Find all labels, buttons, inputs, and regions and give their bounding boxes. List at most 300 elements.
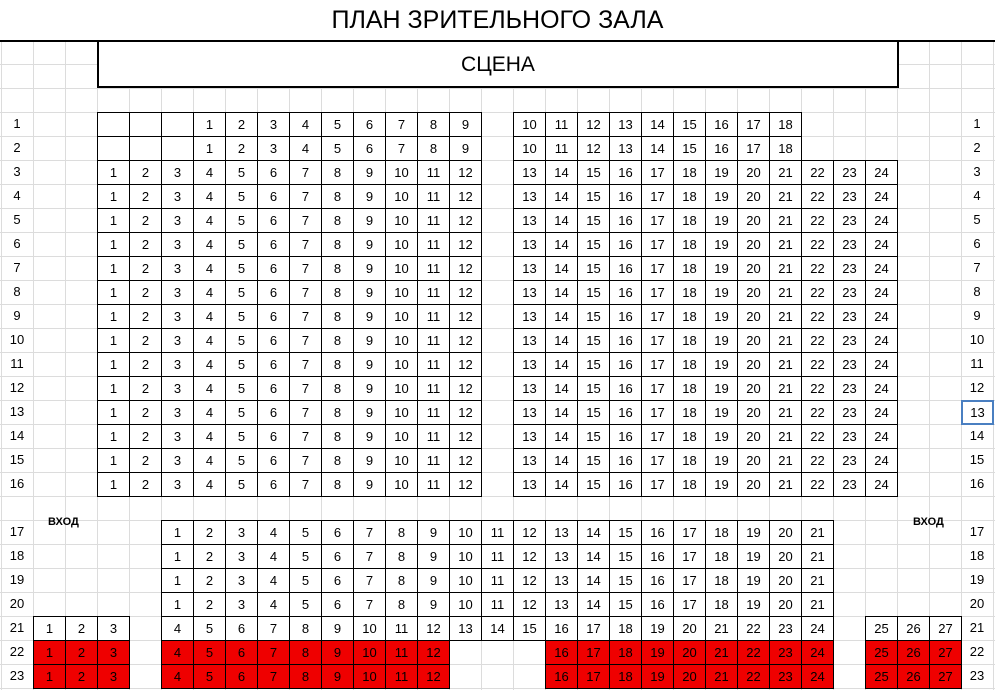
seat-r13-16[interactable]: 16 [609,400,642,425]
seat-r15-20[interactable]: 20 [737,448,770,473]
seat-r9-1[interactable]: 1 [97,304,130,329]
seat-r21-8[interactable]: 8 [289,616,322,641]
seat-r16-10[interactable]: 10 [385,472,418,497]
seat-r1-3[interactable]: 3 [257,112,290,137]
seat-r6-19[interactable]: 19 [705,232,738,257]
seat-r7-8[interactable]: 8 [321,256,354,281]
seat-r17-8[interactable]: 8 [385,520,418,545]
seat-r7-6[interactable]: 6 [257,256,290,281]
seat-r19-20[interactable]: 20 [769,568,802,593]
seat-r8-24[interactable]: 24 [865,280,898,305]
seat-r20-16[interactable]: 16 [641,592,674,617]
seat-r14-8[interactable]: 8 [321,424,354,449]
seat-r12-18[interactable]: 18 [673,376,706,401]
seat-r4-7[interactable]: 7 [289,184,322,209]
seat-r3-15[interactable]: 15 [577,160,610,185]
seat-r18-16[interactable]: 16 [641,544,674,569]
seat-r18-15[interactable]: 15 [609,544,642,569]
seat-r1-5[interactable]: 5 [321,112,354,137]
seat-r6-4[interactable]: 4 [193,232,226,257]
seat-r10-9[interactable]: 9 [353,328,386,353]
seat-r12-15[interactable]: 15 [577,376,610,401]
seat-r11-21[interactable]: 21 [769,352,802,377]
seat-r7-5[interactable]: 5 [225,256,258,281]
seat-r6-24[interactable]: 24 [865,232,898,257]
seat-r15-13[interactable]: 13 [513,448,546,473]
seat-r6-16[interactable]: 16 [609,232,642,257]
seat-r15-19[interactable]: 19 [705,448,738,473]
seat-r16-18[interactable]: 18 [673,472,706,497]
seat-r16-2[interactable]: 2 [129,472,162,497]
seat-r7-24[interactable]: 24 [865,256,898,281]
seat-r5-9[interactable]: 9 [353,208,386,233]
seat-r6-15[interactable]: 15 [577,232,610,257]
seat-r4-14[interactable]: 14 [545,184,578,209]
seat-r22-16[interactable]: 16 [545,640,578,665]
seat-r11-4[interactable]: 4 [193,352,226,377]
seat-r17-12[interactable]: 12 [513,520,546,545]
seat-r18-9[interactable]: 9 [417,544,450,569]
seat-r1-6[interactable]: 6 [353,112,386,137]
seat-r10-8[interactable]: 8 [321,328,354,353]
seat-r10-17[interactable]: 17 [641,328,674,353]
seat-r19-8[interactable]: 8 [385,568,418,593]
seat-r13-20[interactable]: 20 [737,400,770,425]
seat-r22-17[interactable]: 17 [577,640,610,665]
seat-r11-22[interactable]: 22 [801,352,834,377]
seat-r15-15[interactable]: 15 [577,448,610,473]
seat-r7-3[interactable]: 3 [161,256,194,281]
seat-r15-4[interactable]: 4 [193,448,226,473]
seat-r14-18[interactable]: 18 [673,424,706,449]
seat-r10-6[interactable]: 6 [257,328,290,353]
seat-r8-4[interactable]: 4 [193,280,226,305]
seat-r8-21[interactable]: 21 [769,280,802,305]
seat-r4-5[interactable]: 5 [225,184,258,209]
seat-r21-2[interactable]: 2 [65,616,98,641]
seat-r21-7[interactable]: 7 [257,616,290,641]
seat-r2-1[interactable]: 1 [193,136,226,161]
seat-r22-7[interactable]: 7 [257,640,290,665]
seat-r10-7[interactable]: 7 [289,328,322,353]
seat-r21-23[interactable]: 23 [769,616,802,641]
seat-r6-11[interactable]: 11 [417,232,450,257]
seat-r4-3[interactable]: 3 [161,184,194,209]
seat-r19-10[interactable]: 10 [449,568,482,593]
seat-r12-5[interactable]: 5 [225,376,258,401]
seat-r6-10[interactable]: 10 [385,232,418,257]
seat-r13-2[interactable]: 2 [129,400,162,425]
seat-r20-20[interactable]: 20 [769,592,802,617]
seat-r1-10[interactable]: 10 [513,112,546,137]
seat-r10-18[interactable]: 18 [673,328,706,353]
seat-r1-16[interactable]: 16 [705,112,738,137]
seat-r5-15[interactable]: 15 [577,208,610,233]
seat-r17-11[interactable]: 11 [481,520,514,545]
seat-r20-15[interactable]: 15 [609,592,642,617]
seat-r14-3[interactable]: 3 [161,424,194,449]
seat-r15-23[interactable]: 23 [833,448,866,473]
seat-r15-22[interactable]: 22 [801,448,834,473]
seat-r4-17[interactable]: 17 [641,184,674,209]
seat-r22-26[interactable]: 26 [897,640,930,665]
seat-r15-16[interactable]: 16 [609,448,642,473]
seat-r2-10[interactable]: 10 [513,136,546,161]
seat-r9-9[interactable]: 9 [353,304,386,329]
seat-r22-23[interactable]: 23 [769,640,802,665]
seat-r9-22[interactable]: 22 [801,304,834,329]
seat-r20-13[interactable]: 13 [545,592,578,617]
seat-r11-13[interactable]: 13 [513,352,546,377]
seat-r2-13[interactable]: 13 [609,136,642,161]
seat-r18-18[interactable]: 18 [705,544,738,569]
seat-r9-16[interactable]: 16 [609,304,642,329]
seat-r21-19[interactable]: 19 [641,616,674,641]
seat-r11-2[interactable]: 2 [129,352,162,377]
seat-r22-2[interactable]: 2 [65,640,98,665]
seat-r8-7[interactable]: 7 [289,280,322,305]
seat-r4-4[interactable]: 4 [193,184,226,209]
seat-r7-21[interactable]: 21 [769,256,802,281]
seat-r11-19[interactable]: 19 [705,352,738,377]
seat-r6-1[interactable]: 1 [97,232,130,257]
seat-r20-21[interactable]: 21 [801,592,834,617]
seat-r23-1[interactable]: 1 [33,664,66,689]
seat-r11-24[interactable]: 24 [865,352,898,377]
seat-r14-4[interactable]: 4 [193,424,226,449]
seat-r11-17[interactable]: 17 [641,352,674,377]
seat-r12-2[interactable]: 2 [129,376,162,401]
seat-r11-7[interactable]: 7 [289,352,322,377]
seat-r18-10[interactable]: 10 [449,544,482,569]
seat-r23-4[interactable]: 4 [161,664,194,689]
seat-r1-12[interactable]: 12 [577,112,610,137]
seat-r14-15[interactable]: 15 [577,424,610,449]
seat-r7-19[interactable]: 19 [705,256,738,281]
seat-r16-16[interactable]: 16 [609,472,642,497]
seat-r11-12[interactable]: 12 [449,352,482,377]
seat-r10-14[interactable]: 14 [545,328,578,353]
seat-r1-4[interactable]: 4 [289,112,322,137]
seat-r8-19[interactable]: 19 [705,280,738,305]
seat-r6-7[interactable]: 7 [289,232,322,257]
seat-r17-14[interactable]: 14 [577,520,610,545]
seat-r7-14[interactable]: 14 [545,256,578,281]
seat-r20-9[interactable]: 9 [417,592,450,617]
seat-r10-21[interactable]: 21 [769,328,802,353]
seat-r5-2[interactable]: 2 [129,208,162,233]
seat-r8-18[interactable]: 18 [673,280,706,305]
seat-r3-4[interactable]: 4 [193,160,226,185]
seat-r18-4[interactable]: 4 [257,544,290,569]
seat-r14-14[interactable]: 14 [545,424,578,449]
seat-r23-18[interactable]: 18 [609,664,642,689]
seat-r3-9[interactable]: 9 [353,160,386,185]
seat-r16-4[interactable]: 4 [193,472,226,497]
seat-r12-16[interactable]: 16 [609,376,642,401]
seat-r15-9[interactable]: 9 [353,448,386,473]
seat-r15-11[interactable]: 11 [417,448,450,473]
seat-r15-2[interactable]: 2 [129,448,162,473]
seat-r23-10[interactable]: 10 [353,664,386,689]
seat-r17-6[interactable]: 6 [321,520,354,545]
seat-r4-24[interactable]: 24 [865,184,898,209]
seat-r2-5[interactable]: 5 [321,136,354,161]
seat-r6-18[interactable]: 18 [673,232,706,257]
seat-r15-14[interactable]: 14 [545,448,578,473]
seat-r16-7[interactable]: 7 [289,472,322,497]
seat-r1-17[interactable]: 17 [737,112,770,137]
seat-r21-13[interactable]: 13 [449,616,482,641]
seat-r19-14[interactable]: 14 [577,568,610,593]
seat-r8-2[interactable]: 2 [129,280,162,305]
seat-r7-13[interactable]: 13 [513,256,546,281]
seat-r14-5[interactable]: 5 [225,424,258,449]
seat-r21-20[interactable]: 20 [673,616,706,641]
seat-r22-3[interactable]: 3 [97,640,130,665]
seat-r21-4[interactable]: 4 [161,616,194,641]
seat-r15-18[interactable]: 18 [673,448,706,473]
seat-r22-1[interactable]: 1 [33,640,66,665]
seat-r19-18[interactable]: 18 [705,568,738,593]
seat-r20-3[interactable]: 3 [225,592,258,617]
seat-r13-17[interactable]: 17 [641,400,674,425]
selected-cell[interactable]: 13 [961,400,994,425]
seat-r11-11[interactable]: 11 [417,352,450,377]
seat-r2-12[interactable]: 12 [577,136,610,161]
seat-r9-13[interactable]: 13 [513,304,546,329]
seat-r8-13[interactable]: 13 [513,280,546,305]
seat-r9-14[interactable]: 14 [545,304,578,329]
seat-r2-14[interactable]: 14 [641,136,674,161]
seat-r3-6[interactable]: 6 [257,160,290,185]
seat-r20-7[interactable]: 7 [353,592,386,617]
seat-r9-15[interactable]: 15 [577,304,610,329]
seat-r16-11[interactable]: 11 [417,472,450,497]
seat-r23-9[interactable]: 9 [321,664,354,689]
seat-r12-19[interactable]: 19 [705,376,738,401]
seat-r2-11[interactable]: 11 [545,136,578,161]
seat-r7-1[interactable]: 1 [97,256,130,281]
seat-r14-7[interactable]: 7 [289,424,322,449]
seat-r16-3[interactable]: 3 [161,472,194,497]
seat-r9-19[interactable]: 19 [705,304,738,329]
seat-r23-26[interactable]: 26 [897,664,930,689]
seat-r16-14[interactable]: 14 [545,472,578,497]
seat-r7-17[interactable]: 17 [641,256,674,281]
seat-r14-24[interactable]: 24 [865,424,898,449]
seat-r10-11[interactable]: 11 [417,328,450,353]
seat-r7-4[interactable]: 4 [193,256,226,281]
seat-r8-17[interactable]: 17 [641,280,674,305]
seat-r1-9[interactable]: 9 [449,112,482,137]
seat-r14-9[interactable]: 9 [353,424,386,449]
seat-r16-19[interactable]: 19 [705,472,738,497]
seat-r10-4[interactable]: 4 [193,328,226,353]
seat-r5-5[interactable]: 5 [225,208,258,233]
seat-r20-19[interactable]: 19 [737,592,770,617]
seat-r19-15[interactable]: 15 [609,568,642,593]
seat-r13-10[interactable]: 10 [385,400,418,425]
seat-r1-11[interactable]: 11 [545,112,578,137]
seat-r14-11[interactable]: 11 [417,424,450,449]
seat-r13-24[interactable]: 24 [865,400,898,425]
seat-r8-20[interactable]: 20 [737,280,770,305]
seat-r2-4[interactable]: 4 [289,136,322,161]
seat-r11-15[interactable]: 15 [577,352,610,377]
seat-r18-20[interactable]: 20 [769,544,802,569]
seat-r9-23[interactable]: 23 [833,304,866,329]
seat-r8-3[interactable]: 3 [161,280,194,305]
seat-r11-14[interactable]: 14 [545,352,578,377]
seat-r7-15[interactable]: 15 [577,256,610,281]
seat-r16-12[interactable]: 12 [449,472,482,497]
seat-r9-24[interactable]: 24 [865,304,898,329]
seat-r12-6[interactable]: 6 [257,376,290,401]
seat-r5-12[interactable]: 12 [449,208,482,233]
seat-r3-7[interactable]: 7 [289,160,322,185]
seat-r18-8[interactable]: 8 [385,544,418,569]
seat-r17-4[interactable]: 4 [257,520,290,545]
seat-r20-18[interactable]: 18 [705,592,738,617]
seat-r3-14[interactable]: 14 [545,160,578,185]
seat-r23-3[interactable]: 3 [97,664,130,689]
seat-r16-23[interactable]: 23 [833,472,866,497]
seat-r4-16[interactable]: 16 [609,184,642,209]
seat-r13-19[interactable]: 19 [705,400,738,425]
seat-r4-9[interactable]: 9 [353,184,386,209]
seat-r20-14[interactable]: 14 [577,592,610,617]
seat-r16-20[interactable]: 20 [737,472,770,497]
seat-r5-18[interactable]: 18 [673,208,706,233]
seat-r12-4[interactable]: 4 [193,376,226,401]
seat-r9-5[interactable]: 5 [225,304,258,329]
seat-r18-14[interactable]: 14 [577,544,610,569]
seat-r7-20[interactable]: 20 [737,256,770,281]
seat-r6-12[interactable]: 12 [449,232,482,257]
seat-r5-1[interactable]: 1 [97,208,130,233]
seat-r14-23[interactable]: 23 [833,424,866,449]
seat-r16-9[interactable]: 9 [353,472,386,497]
seat-r8-10[interactable]: 10 [385,280,418,305]
seat-r19-1[interactable]: 1 [161,568,194,593]
seat-r14-1[interactable]: 1 [97,424,130,449]
seat-r4-21[interactable]: 21 [769,184,802,209]
seat-r18-11[interactable]: 11 [481,544,514,569]
seat-r6-5[interactable]: 5 [225,232,258,257]
seat-r8-11[interactable]: 11 [417,280,450,305]
seat-r23-25[interactable]: 25 [865,664,898,689]
seat-r7-10[interactable]: 10 [385,256,418,281]
seat-r1-7[interactable]: 7 [385,112,418,137]
seat-r12-10[interactable]: 10 [385,376,418,401]
seat-r7-2[interactable]: 2 [129,256,162,281]
seat-r8-12[interactable]: 12 [449,280,482,305]
seat-r20-12[interactable]: 12 [513,592,546,617]
seat-r3-11[interactable]: 11 [417,160,450,185]
seat-r19-11[interactable]: 11 [481,568,514,593]
seat-r6-14[interactable]: 14 [545,232,578,257]
seat-r15-7[interactable]: 7 [289,448,322,473]
seat-r4-12[interactable]: 12 [449,184,482,209]
seat-r15-24[interactable]: 24 [865,448,898,473]
seat-r4-11[interactable]: 11 [417,184,450,209]
seat-r3-17[interactable]: 17 [641,160,674,185]
seat-r23-27[interactable]: 27 [929,664,962,689]
seat-r4-20[interactable]: 20 [737,184,770,209]
seat-r19-16[interactable]: 16 [641,568,674,593]
seat-r15-21[interactable]: 21 [769,448,802,473]
seat-r1-1[interactable]: 1 [193,112,226,137]
seat-r20-6[interactable]: 6 [321,592,354,617]
seat-r11-1[interactable]: 1 [97,352,130,377]
seat-r23-7[interactable]: 7 [257,664,290,689]
seat-r12-1[interactable]: 1 [97,376,130,401]
seat-r15-8[interactable]: 8 [321,448,354,473]
seat-r21-27[interactable]: 27 [929,616,962,641]
seat-r8-5[interactable]: 5 [225,280,258,305]
seat-r11-23[interactable]: 23 [833,352,866,377]
seat-r15-1[interactable]: 1 [97,448,130,473]
seat-r3-10[interactable]: 10 [385,160,418,185]
seat-r5-11[interactable]: 11 [417,208,450,233]
seat-r23-17[interactable]: 17 [577,664,610,689]
seat-r13-18[interactable]: 18 [673,400,706,425]
seat-r7-22[interactable]: 22 [801,256,834,281]
seat-r6-3[interactable]: 3 [161,232,194,257]
seat-r14-2[interactable]: 2 [129,424,162,449]
seat-r16-13[interactable]: 13 [513,472,546,497]
seat-r17-7[interactable]: 7 [353,520,386,545]
seat-r2-17[interactable]: 17 [737,136,770,161]
seat-r5-21[interactable]: 21 [769,208,802,233]
seat-r9-7[interactable]: 7 [289,304,322,329]
seat-r15-3[interactable]: 3 [161,448,194,473]
seat-r19-19[interactable]: 19 [737,568,770,593]
seat-r3-12[interactable]: 12 [449,160,482,185]
seat-r21-14[interactable]: 14 [481,616,514,641]
seat-r8-1[interactable]: 1 [97,280,130,305]
seat-r19-3[interactable]: 3 [225,568,258,593]
seat-r17-5[interactable]: 5 [289,520,322,545]
seat-r2-7[interactable]: 7 [385,136,418,161]
seat-r7-18[interactable]: 18 [673,256,706,281]
seat-r22-12[interactable]: 12 [417,640,450,665]
seat-r2-2[interactable]: 2 [225,136,258,161]
seat-r4-10[interactable]: 10 [385,184,418,209]
seat-r9-3[interactable]: 3 [161,304,194,329]
seat-r6-23[interactable]: 23 [833,232,866,257]
seat-r11-8[interactable]: 8 [321,352,354,377]
seat-r4-19[interactable]: 19 [705,184,738,209]
seat-r18-12[interactable]: 12 [513,544,546,569]
seat-r22-18[interactable]: 18 [609,640,642,665]
seat-r10-20[interactable]: 20 [737,328,770,353]
seat-r22-4[interactable]: 4 [161,640,194,665]
seat-r11-20[interactable]: 20 [737,352,770,377]
seat-r5-20[interactable]: 20 [737,208,770,233]
seat-r13-13[interactable]: 13 [513,400,546,425]
seat-r16-15[interactable]: 15 [577,472,610,497]
seat-r13-4[interactable]: 4 [193,400,226,425]
seat-r11-9[interactable]: 9 [353,352,386,377]
seat-r14-16[interactable]: 16 [609,424,642,449]
seat-r16-21[interactable]: 21 [769,472,802,497]
seat-r17-13[interactable]: 13 [545,520,578,545]
seat-r21-9[interactable]: 9 [321,616,354,641]
seat-r22-8[interactable]: 8 [289,640,322,665]
seat-r6-22[interactable]: 22 [801,232,834,257]
